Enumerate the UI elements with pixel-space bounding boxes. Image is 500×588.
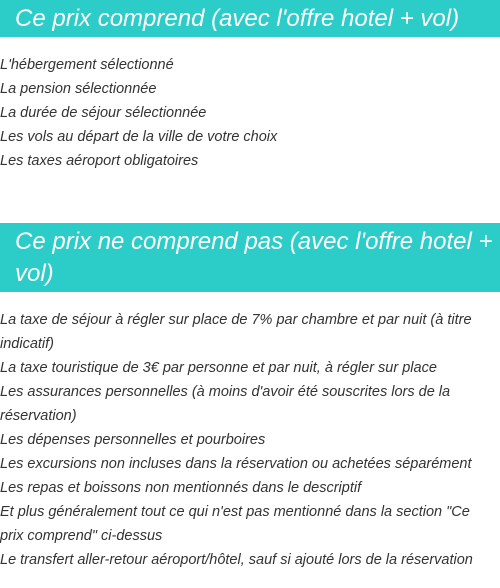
list-item: Les assurances personnelles (à moins d'avoir été souscrites lors de la réservation) (0, 384, 451, 424)
list-item: Les taxes aéroport obligatoires (0, 153, 199, 169)
excludes-heading: Ce prix ne comprend pas (avec l'offre hotel + vol) (0, 223, 500, 292)
list-item: Et plus généralement tout ce qui n'est pas mentionné dans la section "Ce prix comprend" ci-dessus (0, 504, 470, 544)
list-item: La taxe de séjour à régler sur place de 7% par chambre et par nuit (à titre indicatif) (0, 312, 472, 352)
list-item: La durée de séjour sélectionnée (0, 105, 207, 121)
includes-list (0, 53, 496, 173)
list-item: La taxe touristique de 3€ par personne et par nuit, à régler sur place (0, 360, 437, 376)
list-item: Les vols au départ de la ville de votre choix (0, 129, 278, 145)
list-item: Le transfert aller-retour aéroport/hôtel, sauf si ajouté lors de la réservation (0, 552, 473, 568)
list-item: Les repas et boissons non mentionnés dans le descriptif (0, 480, 362, 496)
list-item: La pension sélectionnée (0, 81, 157, 97)
includes-heading: Ce prix comprend (avec l'offre hotel + vol) (0, 0, 500, 37)
list-item: Les dépenses personnelles et pourboires (0, 432, 266, 448)
list-item: Les excursions non incluses dans la réservation ou achetées séparément (0, 456, 472, 472)
list-item: L'hébergement sélectionné (0, 57, 174, 73)
excludes-list (0, 308, 496, 572)
